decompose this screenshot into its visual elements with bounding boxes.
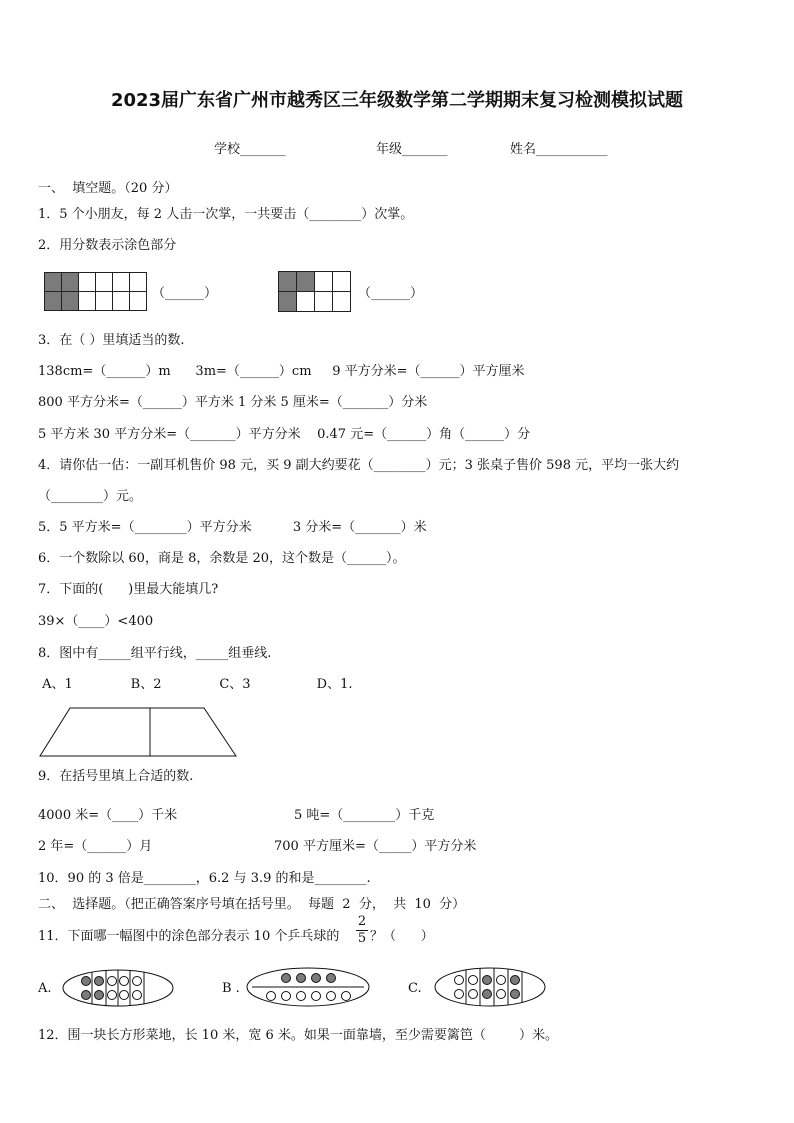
question-4-line-2: （________）元。 bbox=[38, 489, 143, 504]
section-fill-blank-heading: 一、 填空题。（20 分） bbox=[38, 181, 178, 196]
question-4-line-1: 4．请你估一估：一副耳机售价 98 元，买 9 副大约要花（________）元；3 张桌子售价 598 元，平均一张大约 bbox=[38, 458, 680, 473]
grade-field: 年级_______ bbox=[376, 142, 448, 157]
question-1: 1．5 个小朋友，每 2 人击一次掌，一共要击（________）次掌。 bbox=[38, 207, 414, 222]
answer-blank-grid-a: （______） bbox=[152, 286, 218, 301]
option-c-figure bbox=[434, 967, 546, 1007]
trapezoid-figure bbox=[38, 706, 238, 758]
question-9-item-1: 4000 米=（____）千米 bbox=[38, 808, 178, 823]
exam-title: 2023届广东省广州市越秀区三年级数学第二学期期末复习检测模拟试题 bbox=[110, 90, 684, 111]
question-3-line-1: 138cm=（______）m 3m=（______）cm 9 平方分米=（______）平方厘米 bbox=[38, 364, 525, 379]
section-choice-heading: 二、 选择题。（把正确答案序号填在括号里。 每题 2 分， 共 10 分） bbox=[38, 897, 466, 912]
option-b-label: B . bbox=[222, 981, 240, 996]
option-a-figure bbox=[62, 969, 174, 1007]
option-b-figure bbox=[246, 967, 370, 1007]
option-c-label: C. bbox=[408, 981, 422, 996]
question-5: 5．5 平方米=（________）平方分米 3 分米=（_______）米 bbox=[38, 520, 427, 535]
question-3-line-3: 5 平方米 30 平方分米=（_______）平方分米 0.47 元=（______）角（______）分 bbox=[38, 427, 531, 442]
question-3-line-2: 800 平方分米=（______）平方米 1 分米 5 厘米=（_______）分米 bbox=[38, 395, 428, 410]
question-10: 10．90 的 3 倍是________，6.2 与 3.9 的和是________. bbox=[38, 871, 371, 886]
fraction-two-fifths bbox=[356, 915, 368, 946]
question-9: 9．在括号里填上合适的数. bbox=[38, 769, 194, 784]
name-field: 姓名___________ bbox=[510, 142, 608, 157]
question-9-item-2: 5 吨=（________）千克 bbox=[294, 808, 435, 823]
fraction-numerator: 2 bbox=[357, 914, 367, 929]
school-field: 学校_______ bbox=[214, 142, 286, 157]
question-8: 8．图中有_____组平行线，_____组垂线. bbox=[38, 646, 272, 661]
question-11-text: 11．下面哪一幅图中的涂色部分表示 10 个乒乓球的 bbox=[38, 929, 340, 944]
question-6: 6．一个数除以 60，商是 8，余数是 20，这个数是（______）。 bbox=[38, 551, 406, 566]
fraction-grid-b bbox=[278, 271, 351, 312]
question-7-expression: 39×（____）<400 bbox=[38, 614, 154, 629]
fraction-grid-a bbox=[44, 272, 147, 311]
question-2: 2．用分数表示涂色部分 bbox=[38, 238, 177, 253]
fraction-denominator: 5 bbox=[357, 931, 367, 946]
question-11-answer-blank: ？（ ） bbox=[370, 929, 434, 944]
answer-blank-grid-b: （______） bbox=[358, 286, 424, 301]
question-12: 12．围一块长方形菜地，长 10 米，宽 6 米。如果一面靠墙，至少需要篱笆（ ）米。 bbox=[38, 1028, 558, 1043]
question-7: 7．下面的( )里最大能填几? bbox=[38, 582, 219, 597]
question-8-options: A、1 B、2 C、3 D、1. bbox=[38, 677, 353, 692]
option-a-label: A. bbox=[38, 981, 52, 996]
question-9-item-3: 2 年=（______）月 bbox=[38, 839, 153, 854]
question-3: 3．在（ ）里填适当的数. bbox=[38, 333, 185, 348]
question-9-item-4: 700 平方厘米=（_____）平方分米 bbox=[274, 839, 477, 854]
